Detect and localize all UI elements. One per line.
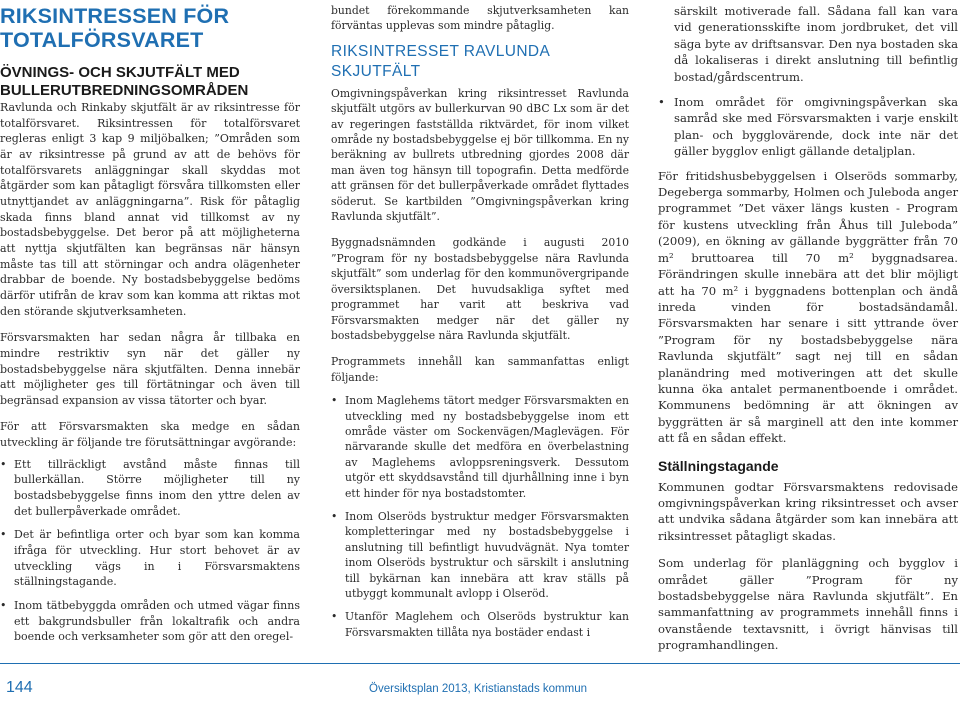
paragraph: särskilt motiverade fall. Sådana fall kan vara vid generationsskifte inom jordbruket, det vill säga byte av driftsansvar. Den nya bostaden ska då lokaliseras i direkt anslutning till befintlig bostad/gårdscentrum. <box>674 4 958 84</box>
list-item: • Inom Olseröds bystruktur medger Försvarsmakten kompletteringar med ny bostadsbebyggelse i anslutning till befintligt huvudvägnät. Nya tomter inom Olseröds bystruktur och särskilt i anslutning till bykärnan kan innebära att krav ställs på utbyggt kommunalt avlopp i Olseröd. <box>331 509 629 601</box>
list-item: • Utanför Maglehem och Olseröds bystruktur kan Försvarsmakten tillåta nya bostäder endast i <box>331 609 629 640</box>
column-left <box>0 4 300 653</box>
bullet-list <box>331 393 629 640</box>
paragraph: Kommunen godtar Försvarsmaktens redovisade omgivningspåverkan kring riksintresset och avser att undvika sådana åtgärder som kan innebära att riksintresset påtagligt skadas. <box>658 479 958 543</box>
paragraph: Programmets innehåll kan sammanfattas enligt följande: <box>331 355 629 384</box>
list-item: • Det är befintliga orter och byar som kan komma ifråga för utveckling. Hur stort behovet är av utveckling vägs in i Försvarsmaktens ställningstagande. <box>0 527 300 590</box>
section-title: RIKSINTRESSEN FÖR TOTALFÖRSVARET <box>0 4 230 52</box>
list-item: • Inom Maglehems tätort medger Försvarsmakten en utveckling med ny bostadsbebyggelse inom ett område väster om Sockenvägen/Maglevägen. För närvarande skulle det medföra en överbelastning av Maglehems avloppsreningsverk. Dessutom utgör ett skyddsavstånd till djurhållning inne i byn ett hinder för nya bostadstomter. <box>331 393 629 501</box>
footer-divider <box>0 663 960 664</box>
list-item: • Inom området för omgivningspåverkan ska samråd ske med Försvarsmakten i varje enskilt plan- och bygglovärende, dock inte när det gäller bygglov enligt gällande detaljplan. <box>658 94 958 160</box>
paragraph: Ravlunda och Rinkaby skjutfält är av riksintresse för totalförsvaret. Riksintressen för totalförsvaret regleras enligt 3 kap 9 miljöbalken; ”Områden som är av riksintresse på grund av att de behövs för totalförsvarets anläggningar skall skyddas mot åtgärder som kan påtagligt försvåra tillkomsten eller utnyttjandet av anläggningarna”. Risk för påtaglig skada finns bland annat vid tillkomst av ny bostadsbebyggelse. Det beror på att möjligheterna att nyttja skjutfälten kan begränsas när hänsyn måste tas till att störningar och andra olägenheter drabbar de boende. Ny bostadsbebyggelse bedöms därför utifrån de krav som kan komma att riktas mot den störande skjutverksamheten. <box>0 101 300 318</box>
bullet-list <box>658 94 958 160</box>
paragraph: bundet förekommande skjutverksamheten kan förväntas upplevas som mindre påtaglig. <box>331 4 629 33</box>
section-heading: RIKSINTRESSET RAVLUNDA SKJUTFÄLT <box>331 42 550 80</box>
section-heading: Ställningstagande <box>658 457 779 474</box>
bullet-list <box>0 457 300 645</box>
paragraph: Byggnadsnämnden godkände i augusti 2010 ”Program för ny bostadsbebyggelse nära Ravlunda skjutfält” som underlag för den kommunövergripande översiktsplanen. Det huvudsakliga syftet med programmet har varit att beskriva vad Försvarsmakten medger när det gäller ny bostadsbebyggelse nära Ravlunda skjutfält. <box>331 236 629 342</box>
paragraph: För att Försvarsmakten ska medge en sådan utveckling är följande tre förutsättningar avgörande: <box>0 420 300 450</box>
column-right <box>658 3 958 654</box>
list-item: • Ett tillräckligt avstånd måste finnas till bullerkällan. Större möjligheter till ny bostadsbebyggelse finns inom den yttre delen av det bullerpåverkade området. <box>0 457 300 520</box>
subsection-title: ÖVNINGS- OCH SKJUTFÄLT MED BULLERUTBREDNINGSOMRÅDEN <box>0 64 249 99</box>
column-middle <box>331 3 629 648</box>
paragraph: Som underlag för planläggning och bygglov i området gäller ”Program för ny bostadsbebyggelse nära Ravlunda skjutfält”. En sammanfattning av programmets innehåll finns i ovanstående textavsnitt, i övrigt hänvisas till programhandlingen. <box>658 556 958 653</box>
paragraph: Omgivningspåverkan kring riksintresset Ravlunda skjutfält utgörs av bullerkurvan 90 dBC Lx som är det av regeringen fastställda riktvärdet, för inom vilket område ny bostadsbebyggelse ej bör tillkomma. En ny beräkning av bullrets utbredning gjordes 2008 där man även tog hänsyn till topografin. Detta medförde att gränsen för det bullerpåverkade området flyttades söderut. Se kartbilden ”Omgivningspåverkan kring Ravlunda skjutfält”. <box>331 86 629 224</box>
list-item: • Inom tätbebyggda områden och utmed vägar finns ett bakgrundsbuller från lokaltrafik och andra boende och verksamheter som gör att den oregel- <box>0 598 300 645</box>
paragraph: För fritidshusbebyggelsen i Olseröds sommarby, Degeberga sommarby, Holmen och Juleboda anger programmet ”Det växer längs kusten - Program för kustens utveckling från Åhus till Juleboda” (2009), en ökning av gällande byggrätter från 70 m² bruttoarea till 70 m² byggnadsarea. Förändringen skulle innebära att det blir möjligt att ha 70 m² i byggnadens bottenplan och ändå inreda vinden för bostadsändamål. Försvarsmakten har senare i sitt yttrande över ”Program för ny bostadsbebyggelse nära Ravlunda skjutfält” sagt nej till en sådan planändring med motiveringen att det skulle kunna öka antalet permanentboende i området. Kommunens bedömning är att ökningen av byggrätten är så marginell att den inte kommer att få en sådan effekt. <box>658 168 958 446</box>
paragraph: Försvarsmakten har sedan några år tillbaka en mindre restriktiv syn när det gäller ny bostadsbebyggelse nära skjutfälten. Denna innebär att möjligheter ges till förtätningar och även till begränsad expansion av vissa tätorter och byar. <box>0 331 300 407</box>
footer-text: Översiktsplan 2013, Kristianstads kommun <box>369 683 587 695</box>
page-number: 144 <box>6 679 33 696</box>
